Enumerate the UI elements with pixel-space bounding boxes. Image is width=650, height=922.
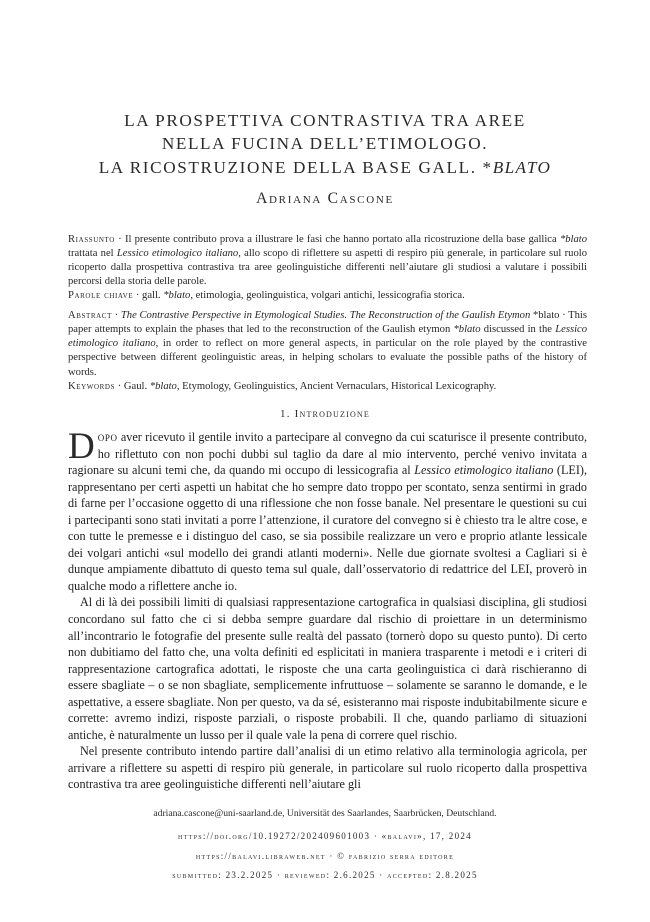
abstract-title: The Contrastive Perspective in Etymological Studies. The Reconstruction of the Gaulish Etymon bbox=[120, 310, 531, 321]
section-title: Introduzione bbox=[294, 408, 370, 420]
body-text bbox=[68, 426, 587, 793]
paragraph-2: Al di là dei possibili limiti di qualsiasi rappresentazione cartografica in qualsiasi disciplina, gli studiosi concordano sul fatto che ci si debba sempre guardare dal rischio di proiettare in un determinismo all’incontrario le fotografie del presente sulle realtà del passato (tornerò dopo su questo punto). Di certo non dubitiamo del fatto che, una volta definiti ed esplicitati in maniera trasparente i metodi e i criteri di rappresentazione cartografica adottati, le risposte che una carta geolinguistica ci darà rischieranno di essere sbagliate – o se non sbagliate, semplicemente infruttuose – solamente se saranno le domande, e le aspettative, a essere sbagliate. Non per questo, va da sé, esisteranno mai risposte indubitabilmente sicure e corrette: avremo indizi, risposte parziali, o risposte probabili. Il che, quando parliamo di situazioni antiche, è naturalmente un lusso per il quale vale la pena di correre quel rischio. bbox=[68, 595, 587, 742]
section-number: 1. bbox=[280, 408, 291, 420]
dates-line: submitted: 23.2.2025 · reviewed: 2.6.2025 · accepted: 2.8.2025 bbox=[172, 870, 478, 880]
article-title bbox=[40, 109, 610, 179]
paragraph-3: Nel presente contributo intendo partire dall’analisi di un etimo relativo alla terminologia agricola, per arrivare a riflettere su aspetti di respiro più generale, in particolare sul ruolo ricoperto dalla prospettiva contrastiva tra aree geolinguistiche differenti nell’aiutare gli bbox=[68, 744, 587, 792]
title-line-2: NELLA FUCINA DELL’ETIMOLOGO. bbox=[161, 134, 489, 154]
title-line-1: LA PROSPETTIVA CONTRASTIVA TRA AREE bbox=[124, 111, 526, 130]
author-name: Adriana Cascone bbox=[256, 190, 394, 207]
doi-line: https://doi.org/10.19272/202409601003 · «balavi», 17, 2024 bbox=[178, 831, 472, 841]
paragraph-1: Dopo aver ricevuto il gentile invito a partecipare al convegno da cui scaturisce il presente contributo, ho riflettuto con non pochi dubbi sul taglio da dare al mio intervento, perché venivo invitata a ragionare su alcuni temi che, da quando mi occupo di lessicografia al Lessico etimologico italiano (LEI), rappresentano per certi aspetti un habitat che ho sempre dato troppo per scontato, senza sentirmi in grado di farne per l’occasione oggetto di una riflessione che non fosse banale. Nel presentare le questioni su cui i partecipanti sono stati invitati a porre l’attenzione, il curatore del convegno si è chiesto tra le altre cose, e con tutte le premesse e i distinguo del caso, se sia possibile realizzare un vero e proprio atlante lessicale dei volgari antichi «sul modello dei grandi atlanti moderni». Nelle due giornate svoltesi a Cagliari si è dunque ampiamente dibattuto di questo tema sul quale, dall’osservatorio di redattrice del LEI, proverò in qualche modo a riflettere anche io. bbox=[68, 426, 587, 593]
abstract: Abstract · The Contrastive Perspective in Etymological Studies. The Reconstruction of the Gaulish Etymon *blato · This paper attempts to explain the phases that led to the reconstruction of the Gaulish etymon *blato discussed in the Lessico etimologico italiano, in order to reflect on more general aspects, in particular on the role played by the contrastive perspective between different geolinguistic areas, in helping scholars to evaluate the possible paths of the history of words. bbox=[68, 310, 588, 378]
riassunto: Riassunto · Il presente contributo prova a illustrare le fasi che hanno portato alla ricostruzione della base gallica *blato trattata nel Lessico etimologico italiano, allo scopo di riflettere su aspetti di respiro più generale, in particolare sul ruolo ricoperto dalla prospettiva contrastiva tra aree geolinguistiche differenti nell’aiutare gli studiosi a valutare i possibili percorsi della storia delle parole. bbox=[68, 234, 588, 288]
abstract-label: Abstract bbox=[68, 310, 112, 321]
author-affiliation-footnote: adriana.cascone@uni-saarland.de, Universität des Saarlandes, Saarbrücken, Deutschland. bbox=[153, 808, 497, 819]
section-heading bbox=[40, 408, 610, 420]
drop-cap: D bbox=[68, 426, 95, 467]
publisher-line: https://balavi.libraweb.net · © fabrizio serra editore bbox=[195, 851, 455, 861]
parole-chiave: Parole chiave · gall. *blato, etimologia, geolinguistica, volgari antichi, lessicografia storica. bbox=[68, 290, 465, 301]
parole-chiave-label: Parole chiave bbox=[68, 290, 134, 301]
title-line-3: LA RICOSTRUZIONE DELLA BASE GALL. *BLATO bbox=[98, 157, 552, 177]
keywords-label: Keywords bbox=[68, 381, 116, 392]
riassunto-label: Riassunto bbox=[68, 234, 115, 245]
keywords: Keywords · Gaul. *blato, Etymology, Geolinguistics, Ancient Vernaculars, Historical Lexicography. bbox=[68, 381, 497, 392]
